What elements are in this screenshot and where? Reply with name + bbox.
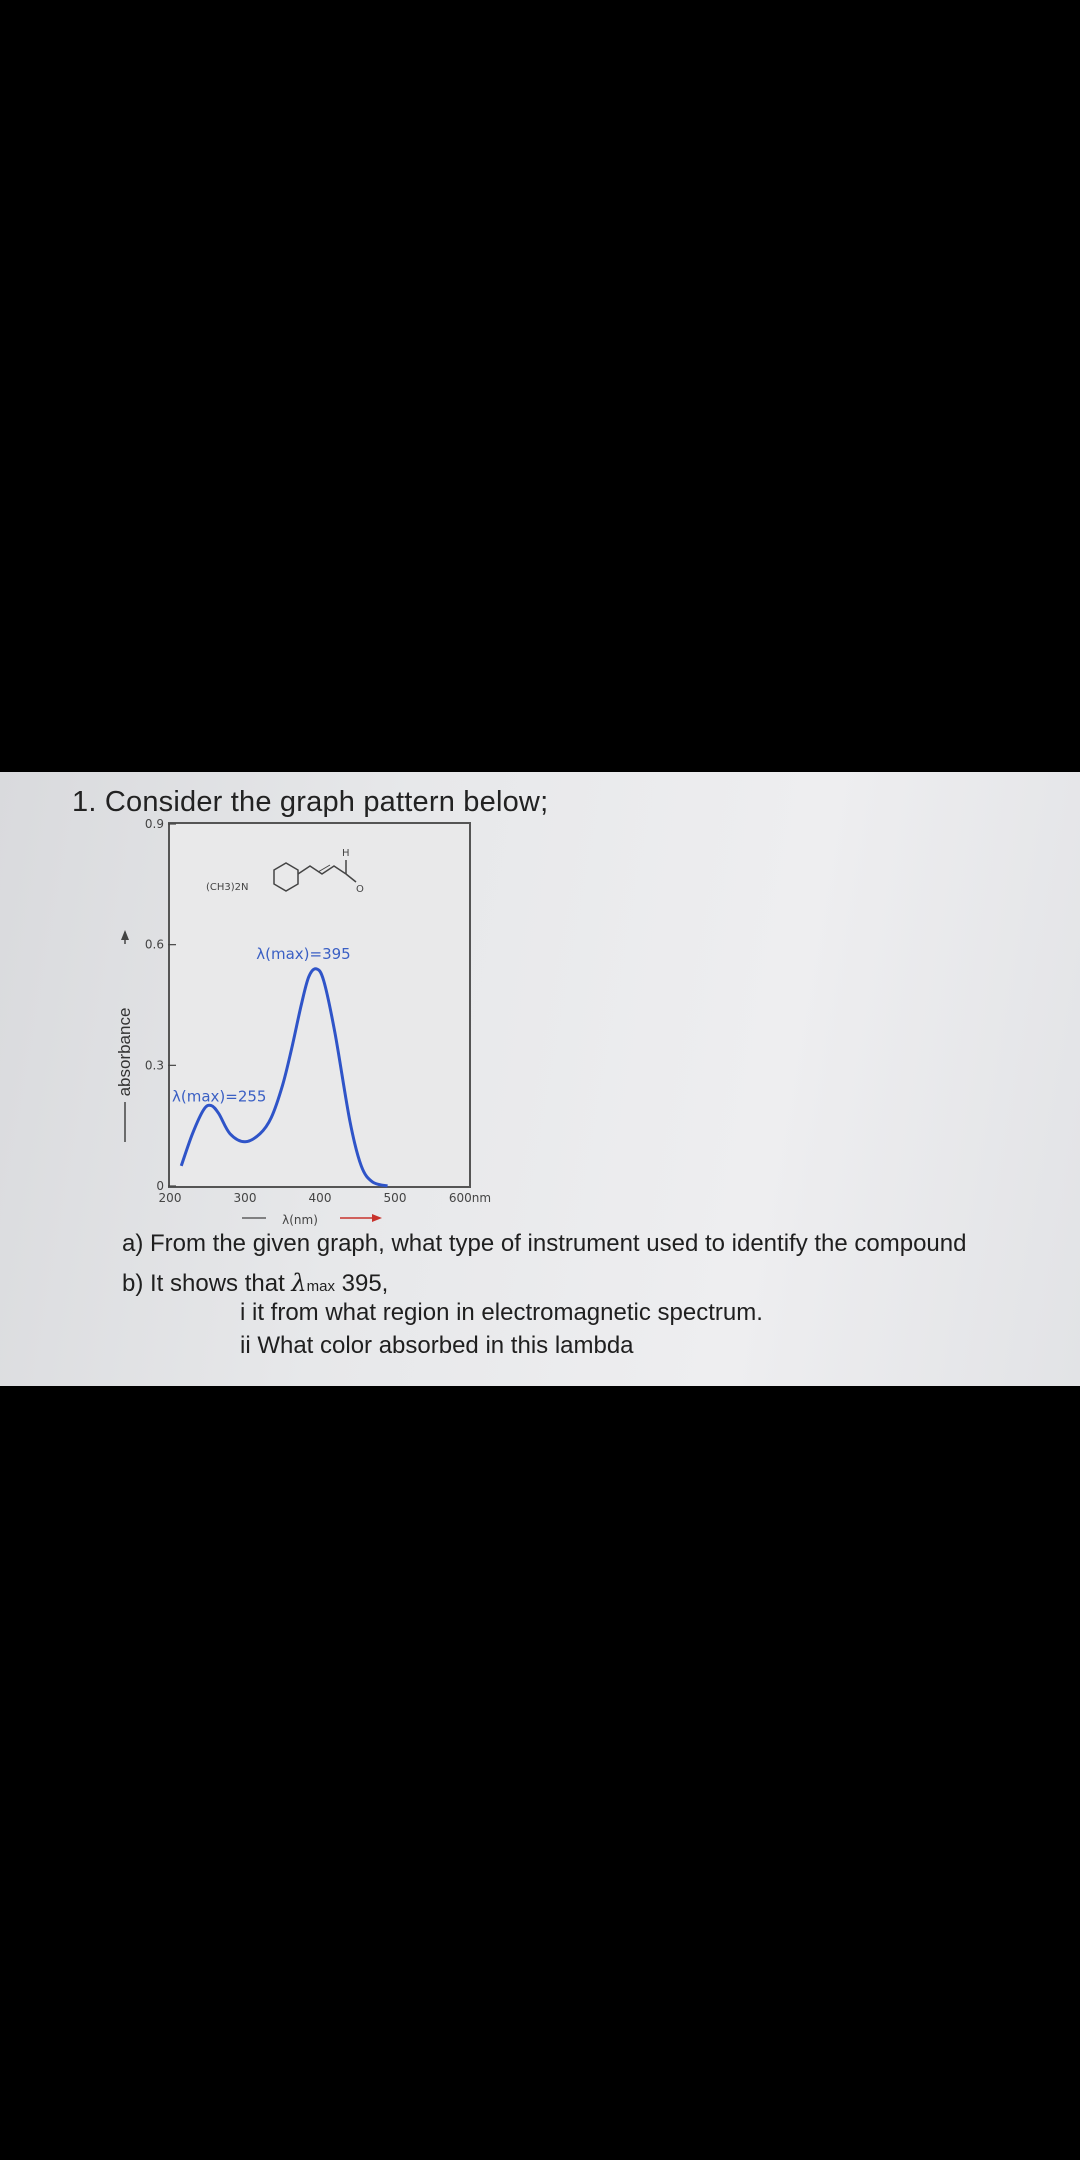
molecule-structure bbox=[206, 848, 364, 895]
question-part-a: a) From the given graph, what type of instrument used to identify the compound bbox=[122, 1230, 967, 1257]
y-tick-label: 0 bbox=[156, 1179, 164, 1193]
x-axis-label: λ(nm) bbox=[282, 1213, 318, 1227]
question-part-b-i: i it from what region in electromagnetic spectrum. bbox=[240, 1299, 763, 1326]
question-title: 1. Consider the graph pattern below; bbox=[72, 786, 549, 818]
question-photo bbox=[0, 772, 1080, 1386]
lambda-max-annotations bbox=[172, 945, 351, 1106]
x-tick-label: 500 bbox=[383, 1191, 407, 1205]
x-tick-label: 400 bbox=[308, 1191, 332, 1205]
y-tick-label: 0.9 bbox=[144, 817, 164, 831]
question-part-b bbox=[122, 1269, 388, 1298]
benzene-ring bbox=[274, 863, 298, 891]
y-tick-label: 0.3 bbox=[144, 1058, 164, 1073]
molecule-o-label: O bbox=[356, 884, 364, 895]
y-axis-arrowhead bbox=[121, 930, 129, 940]
question-part-b-ii: ii What color absorbed in this lambda bbox=[240, 1332, 634, 1359]
x-axis-arrowhead bbox=[372, 1214, 382, 1222]
y-axis-ticks bbox=[145, 817, 176, 1193]
x-tick-label: 300 bbox=[233, 1191, 257, 1205]
x-tick-label: 600nm bbox=[448, 1191, 492, 1205]
lambda-max-annotation: λ(max)=395 bbox=[256, 944, 351, 963]
part-b-prefix: b) It shows that bbox=[122, 1270, 292, 1297]
y-tick-label: 0.6 bbox=[144, 937, 164, 952]
lambda-symbol: λ bbox=[291, 1269, 307, 1297]
molecule-h-label: H bbox=[342, 848, 350, 859]
molecule-amine-label: (CH3)2N bbox=[206, 882, 249, 893]
y-axis-label: absorbance bbox=[115, 1007, 134, 1097]
x-axis-ticks bbox=[159, 1191, 492, 1205]
x-tick-label: 200 bbox=[158, 1191, 182, 1205]
lambda-max-annotation: λ(max)=255 bbox=[172, 1087, 267, 1106]
part-b-suffix: 395, bbox=[334, 1270, 389, 1297]
lambda-subscript: max bbox=[306, 1278, 335, 1295]
absorbance-curve bbox=[181, 969, 387, 1186]
